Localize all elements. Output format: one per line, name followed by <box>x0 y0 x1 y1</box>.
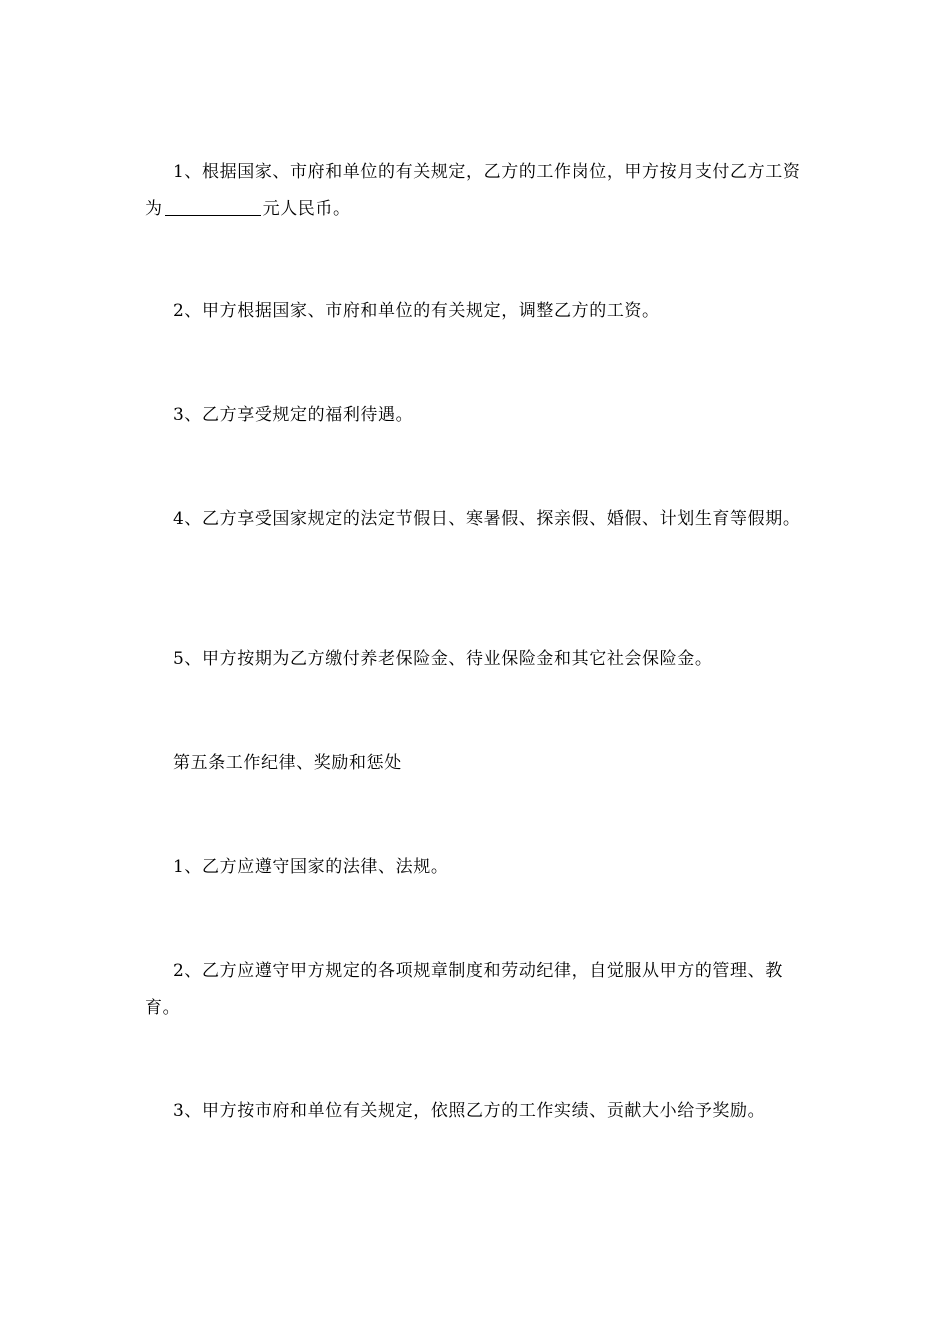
paragraph-discipline: 2、乙方应遵守甲方规定的各项规章制度和劳动纪律，自觉服从甲方的管理、教育。 <box>145 961 783 1018</box>
paragraph-salary <box>145 154 815 228</box>
paragraph-insurance: 5、甲方按期为乙方缴付养老保险金、待业保险金和其它社会保险金。 <box>173 649 713 669</box>
paragraph-adjust-salary: 2、甲方根据国家、市府和单位的有关规定，调整乙方的工资。 <box>173 301 660 321</box>
paragraph-rewards: 3、甲方按市府和单位有关规定，依照乙方的工作实绩、贡献大小给予奖励。 <box>173 1101 766 1121</box>
paragraph-text: 1、根据国家、市府和单位的有关规定，乙方的工作岗位，甲方按月支付乙方工资为 <box>145 162 801 219</box>
paragraph-welfare: 3、乙方享受规定的福利待遇。 <box>173 405 414 425</box>
salary-blank-line <box>165 197 261 216</box>
paragraph-text: 元人民币。 <box>262 199 351 219</box>
paragraph-holidays: 4、乙方享受国家规定的法定节假日、寒暑假、探亲假、婚假、计划生育等假期。 <box>173 509 801 529</box>
section-heading-article-5: 第五条工作纪律、奖励和惩处 <box>173 753 402 773</box>
paragraph-laws: 1、乙方应遵守国家的法律、法规。 <box>173 857 449 877</box>
